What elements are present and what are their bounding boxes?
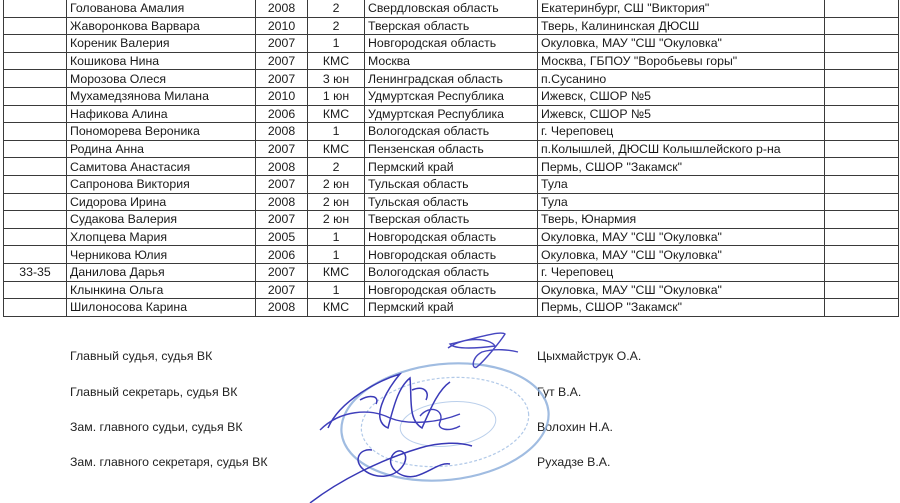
name-cell: Голованова Амалия: [67, 0, 256, 17]
table-row: [4, 87, 899, 105]
name-cell: Клынкина Ольга: [67, 281, 256, 299]
table-row: [4, 35, 899, 53]
place-cell: [4, 299, 67, 317]
place-cell: [4, 175, 67, 193]
extra-cell: [825, 158, 899, 176]
extra-cell: [825, 140, 899, 158]
extra-cell: [825, 193, 899, 211]
table-row: [4, 140, 899, 158]
extra-cell: [825, 246, 899, 264]
table-row: [4, 228, 899, 246]
region-cell: Пермский край: [365, 158, 538, 176]
birth-year-cell: 2008: [256, 299, 308, 317]
club-cell: Окуловка, МАУ "СШ "Окуловка": [538, 228, 825, 246]
extra-cell: [825, 17, 899, 35]
club-cell: Окуловка, МАУ "СШ "Окуловка": [538, 281, 825, 299]
birth-year-cell: 2005: [256, 228, 308, 246]
region-cell: Тверская область: [365, 211, 538, 229]
person-deputy-chief-judge: Волохин Н.А.: [537, 420, 613, 434]
birth-year-cell: 2010: [256, 17, 308, 35]
club-cell: Москва, ГБПОУ "Воробьевы горы": [538, 52, 825, 70]
place-cell: [4, 0, 67, 17]
place-cell: [4, 211, 67, 229]
rank-cell: 2: [308, 0, 365, 17]
rank-cell: КМС: [308, 263, 365, 281]
club-cell: Тула: [538, 175, 825, 193]
extra-cell: [825, 175, 899, 193]
extra-cell: [825, 70, 899, 88]
club-cell: Окуловка, МАУ "СШ "Окуловка": [538, 246, 825, 264]
name-cell: Пономорева Вероника: [67, 123, 256, 141]
table-row: [4, 17, 899, 35]
region-cell: Тульская область: [365, 175, 538, 193]
place-cell: [4, 105, 67, 123]
role-deputy-chief-secretary: Зам. главного секретаря, судья ВК: [70, 455, 268, 469]
rank-cell: 1: [308, 228, 365, 246]
region-cell: Свердловская область: [365, 0, 538, 17]
place-cell: [4, 281, 67, 299]
name-cell: Жаворонкова Варвара: [67, 17, 256, 35]
rank-cell: 3 юн: [308, 70, 365, 88]
extra-cell: [825, 281, 899, 299]
extra-cell: [825, 105, 899, 123]
region-cell: Москва: [365, 52, 538, 70]
rank-cell: 2 юн: [308, 193, 365, 211]
birth-year-cell: 2008: [256, 0, 308, 17]
rank-cell: 1: [308, 123, 365, 141]
club-cell: г. Череповец: [538, 123, 825, 141]
place-cell: [4, 246, 67, 264]
table-row: [4, 193, 899, 211]
name-cell: Сапронова Виктория: [67, 175, 256, 193]
place-cell: [4, 17, 67, 35]
extra-cell: [825, 263, 899, 281]
name-cell: Кореник Валерия: [67, 35, 256, 53]
rank-cell: КМС: [308, 105, 365, 123]
club-cell: п.Колышлей, ДЮСШ Колышлейского р-на: [538, 140, 825, 158]
table-row: [4, 211, 899, 229]
role-deputy-chief-judge: Зам. главного судьи, судья ВК: [70, 420, 243, 434]
region-cell: Тверская область: [365, 17, 538, 35]
name-cell: Нафикова Алина: [67, 105, 256, 123]
person-chief-secretary: Гут В.А.: [537, 385, 582, 399]
place-cell: [4, 228, 67, 246]
place-cell: [4, 70, 67, 88]
region-cell: Пермский край: [365, 299, 538, 317]
place-cell: [4, 158, 67, 176]
rank-cell: 1 юн: [308, 87, 365, 105]
extra-cell: [825, 52, 899, 70]
extra-cell: [825, 211, 899, 229]
table-row: [4, 246, 899, 264]
club-cell: Тула: [538, 193, 825, 211]
club-cell: г. Череповец: [538, 263, 825, 281]
club-cell: Окуловка, МАУ "СШ "Окуловка": [538, 35, 825, 53]
extra-cell: [825, 123, 899, 141]
region-cell: Вологодская область: [365, 263, 538, 281]
name-cell: Черникова Юлия: [67, 246, 256, 264]
club-cell: Тверь, Калининская ДЮСШ: [538, 17, 825, 35]
place-cell: 33-35: [4, 263, 67, 281]
name-cell: Самитова Анастасия: [67, 158, 256, 176]
rank-cell: КМС: [308, 140, 365, 158]
table-row: [4, 70, 899, 88]
club-cell: Ижевск, СШОР №5: [538, 87, 825, 105]
person-chief-judge: Цыхмайструк О.А.: [537, 349, 642, 363]
rank-cell: 1: [308, 246, 365, 264]
birth-year-cell: 2007: [256, 52, 308, 70]
place-cell: [4, 123, 67, 141]
club-cell: Пермь, СШОР "Закамск": [538, 158, 825, 176]
birth-year-cell: 2008: [256, 123, 308, 141]
birth-year-cell: 2008: [256, 193, 308, 211]
birth-year-cell: 2007: [256, 35, 308, 53]
region-cell: Новгородская область: [365, 228, 538, 246]
table-row: [4, 175, 899, 193]
place-cell: [4, 140, 67, 158]
rank-cell: 1: [308, 35, 365, 53]
table-row: [4, 123, 899, 141]
club-cell: Ижевск, СШОР №5: [538, 105, 825, 123]
birth-year-cell: 2007: [256, 281, 308, 299]
birth-year-cell: 2007: [256, 211, 308, 229]
table-row: [4, 158, 899, 176]
region-cell: Удмуртская Республика: [365, 105, 538, 123]
extra-cell: [825, 0, 899, 17]
birth-year-cell: 2007: [256, 140, 308, 158]
birth-year-cell: 2006: [256, 105, 308, 123]
results-table: [3, 0, 899, 317]
place-cell: [4, 193, 67, 211]
name-cell: Судакова Валерия: [67, 211, 256, 229]
rank-cell: 2 юн: [308, 211, 365, 229]
table-row: [4, 263, 899, 281]
rank-cell: 2: [308, 158, 365, 176]
birth-year-cell: 2006: [256, 246, 308, 264]
place-cell: [4, 52, 67, 70]
rank-cell: 1: [308, 281, 365, 299]
rank-cell: 2: [308, 17, 365, 35]
name-cell: Морозова Олеся: [67, 70, 256, 88]
region-cell: Новгородская область: [365, 35, 538, 53]
role-chief-judge: Главный судья, судья ВК: [70, 349, 213, 363]
region-cell: Удмуртская Республика: [365, 87, 538, 105]
club-cell: Тверь, Юнармия: [538, 211, 825, 229]
club-cell: п.Сусанино: [538, 70, 825, 88]
region-cell: Новгородская область: [365, 281, 538, 299]
rank-cell: 2 юн: [308, 175, 365, 193]
name-cell: Хлопцева Мария: [67, 228, 256, 246]
table-row: [4, 299, 899, 317]
place-cell: [4, 87, 67, 105]
birth-year-cell: 2007: [256, 263, 308, 281]
region-cell: Тульская область: [365, 193, 538, 211]
results-table-body: [4, 0, 899, 316]
rank-cell: КМС: [308, 52, 365, 70]
name-cell: Данилова Дарья: [67, 263, 256, 281]
place-cell: [4, 35, 67, 53]
club-cell: Екатеринбург, СШ "Виктория": [538, 0, 825, 17]
extra-cell: [825, 35, 899, 53]
extra-cell: [825, 299, 899, 317]
region-cell: Вологодская область: [365, 123, 538, 141]
table-row: [4, 52, 899, 70]
birth-year-cell: 2008: [256, 158, 308, 176]
birth-year-cell: 2007: [256, 70, 308, 88]
name-cell: Кошикова Нина: [67, 52, 256, 70]
region-cell: Пензенская область: [365, 140, 538, 158]
region-cell: Новгородская область: [365, 246, 538, 264]
extra-cell: [825, 87, 899, 105]
club-cell: Пермь, СШОР "Закамск": [538, 299, 825, 317]
name-cell: Мухамедзянова Милана: [67, 87, 256, 105]
person-deputy-chief-secretary: Рухадзе В.А.: [537, 455, 611, 469]
name-cell: Родина Анна: [67, 140, 256, 158]
table-row: [4, 0, 899, 17]
name-cell: Шилоносова Карина: [67, 299, 256, 317]
table-row: [4, 105, 899, 123]
birth-year-cell: 2010: [256, 87, 308, 105]
table-row: [4, 281, 899, 299]
name-cell: Сидорова Ирина: [67, 193, 256, 211]
extra-cell: [825, 228, 899, 246]
rank-cell: КМС: [308, 299, 365, 317]
stamp-and-signatures-icon: [300, 330, 560, 503]
region-cell: Ленинградская область: [365, 70, 538, 88]
role-chief-secretary: Главный секретарь, судья ВК: [70, 385, 238, 399]
birth-year-cell: 2007: [256, 175, 308, 193]
